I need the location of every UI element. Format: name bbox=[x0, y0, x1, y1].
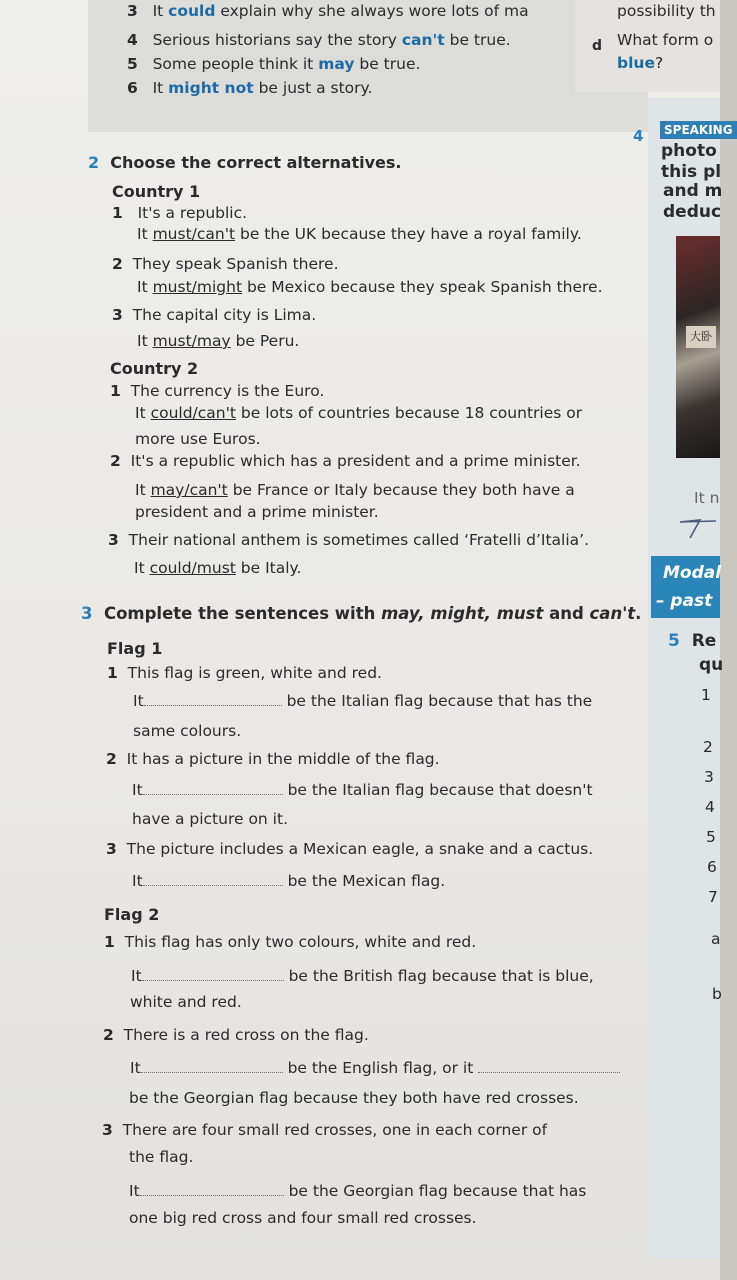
alternatives-choice[interactable]: may/can't bbox=[150, 481, 228, 499]
flag2-item-3-answer-cont: one big red cross and four small red crosses. bbox=[129, 1209, 477, 1227]
item-d-label: d bbox=[592, 38, 603, 54]
country1-item-1-answer: It must/can't be the UK because they have a royal family. bbox=[137, 225, 582, 243]
right-num-2: 2 bbox=[703, 738, 713, 756]
country2-item-3-sentence: 3 Their national anthem is sometimes called ‘Fratelli d’Italia’. bbox=[108, 531, 590, 549]
right-label-b: b bbox=[712, 985, 722, 1003]
right-it-n: It n bbox=[694, 489, 720, 507]
right-label-a: a bbox=[711, 930, 721, 948]
alternatives-choice[interactable]: could/can't bbox=[150, 404, 236, 422]
country2-item-1-answer: It could/can't be lots of countries because 18 countries or bbox=[135, 404, 583, 422]
answer-blank[interactable] bbox=[143, 782, 283, 795]
right-num-4: 4 bbox=[705, 798, 715, 816]
exercise-2-heading: 2 Choose the correct alternatives. bbox=[88, 153, 402, 172]
country1-item-2-answer: It must/might be Mexico because they speak Spanish there. bbox=[137, 278, 603, 296]
top-right-line-2: What form o bbox=[617, 31, 714, 49]
exercise-3-heading: 3 Complete the sentences with may, might, must and can't. bbox=[81, 604, 642, 623]
flag1-item-1-sentence: 1 This flag is green, white and red. bbox=[107, 664, 382, 682]
flag1-item-3-sentence: 3 The picture includes a Mexican eagle, a snake and a cactus. bbox=[106, 840, 594, 858]
flag1-item-1-answer-cont: same colours. bbox=[133, 722, 242, 740]
answer-blank[interactable] bbox=[140, 1183, 284, 1196]
right-num-7: 7 bbox=[708, 888, 718, 906]
photo-sign: 大卧 bbox=[686, 326, 716, 348]
right-line-1: photo bbox=[661, 141, 717, 161]
top-right-line-3: blue? bbox=[617, 54, 664, 72]
flag2-item-2-answer: It be the English flag, or it bbox=[130, 1059, 620, 1077]
country-1-label: Country 1 bbox=[112, 182, 201, 201]
alternatives-choice[interactable]: could/must bbox=[149, 559, 236, 577]
country2-item-2-answer: It may/can't be France or Italy because they both have a bbox=[135, 481, 575, 499]
country1-item-1-sentence: 1 It's a republic. bbox=[112, 204, 248, 222]
modal-banner-line-2: – past bbox=[656, 591, 713, 611]
country1-item-3-answer: It must/may be Peru. bbox=[137, 332, 300, 350]
answer-blank[interactable] bbox=[143, 873, 283, 886]
exercise-5-line-2: qu bbox=[699, 655, 724, 675]
right-line-4: deduc bbox=[663, 202, 722, 222]
country2-item-3-answer: It could/must be Italy. bbox=[134, 559, 302, 577]
country2-item-1-answer-cont: more use Euros. bbox=[135, 430, 261, 448]
flag2-item-3-sentence-cont: the flag. bbox=[129, 1148, 194, 1166]
modal-banner-line-1: Modal bbox=[663, 563, 722, 583]
flag2-item-1-sentence: 1 This flag has only two colours, white and red. bbox=[104, 933, 477, 951]
example-item-5: 5 Some people think it may be true. bbox=[127, 55, 421, 73]
example-item-3: 3 It could explain why she always wore lots of ma bbox=[127, 2, 529, 20]
flag2-item-2-sentence: 2 There is a red cross on the flag. bbox=[103, 1026, 369, 1044]
alternatives-choice[interactable]: must/can't bbox=[152, 225, 236, 243]
right-line-3: and m bbox=[663, 181, 723, 201]
flag1-item-1-answer: It be the Italian flag because that has the bbox=[133, 692, 593, 710]
flag1-item-2-answer: It be the Italian flag because that doesn't bbox=[132, 781, 593, 799]
flag-2-label: Flag 2 bbox=[104, 905, 160, 924]
handwritten-mark bbox=[678, 516, 720, 542]
flag2-item-3-sentence: 3 There are four small red crosses, one in each corner of bbox=[102, 1121, 548, 1139]
right-num-5: 5 bbox=[706, 828, 716, 846]
right-num-6: 6 bbox=[707, 858, 717, 876]
top-right-line-1: possibility th bbox=[617, 2, 716, 20]
flag2-item-3-answer: It be the Georgian flag because that has bbox=[129, 1182, 587, 1200]
right-line-2: this pl bbox=[661, 162, 722, 182]
flag2-item-1-answer: It be the British flag because that is blue, bbox=[131, 967, 594, 985]
alternatives-choice[interactable]: must/might bbox=[152, 278, 243, 296]
flag1-item-3-answer: It be the Mexican flag. bbox=[132, 872, 446, 890]
answer-blank[interactable] bbox=[478, 1060, 620, 1073]
country2-item-1-sentence: 1 The currency is the Euro. bbox=[110, 382, 325, 400]
answer-blank[interactable] bbox=[144, 693, 282, 706]
country-2-label: Country 2 bbox=[110, 359, 199, 378]
flag-1-label: Flag 1 bbox=[107, 639, 163, 658]
country1-item-3-sentence: 3 The capital city is Lima. bbox=[112, 306, 317, 324]
right-num-1: 1 bbox=[701, 686, 711, 704]
flag2-item-1-answer-cont: white and red. bbox=[130, 993, 242, 1011]
country2-item-2-sentence: 2 It's a republic which has a president and a prime minister. bbox=[110, 452, 581, 470]
flag2-item-2-answer-cont: be the Georgian flag because they both have red crosses. bbox=[129, 1089, 579, 1107]
flag1-item-2-sentence: 2 It has a picture in the middle of the flag. bbox=[106, 750, 440, 768]
answer-blank[interactable] bbox=[141, 1060, 283, 1073]
exercise-4-number: 4 bbox=[633, 127, 644, 145]
answer-blank[interactable] bbox=[142, 968, 284, 981]
alternatives-choice[interactable]: must/may bbox=[152, 332, 231, 350]
flag1-item-2-answer-cont: have a picture on it. bbox=[132, 810, 288, 828]
exercise-5-heading: 5 Re bbox=[668, 631, 717, 651]
country1-item-2-sentence: 2 They speak Spanish there. bbox=[112, 255, 339, 273]
example-item-4: 4 Serious historians say the story can't be true. bbox=[127, 31, 511, 49]
right-num-3: 3 bbox=[704, 768, 714, 786]
speaking-badge: SPEAKING bbox=[660, 121, 737, 139]
example-item-6: 6 It might not be just a story. bbox=[127, 79, 373, 97]
country2-item-2-answer-cont: president and a prime minister. bbox=[135, 503, 379, 521]
